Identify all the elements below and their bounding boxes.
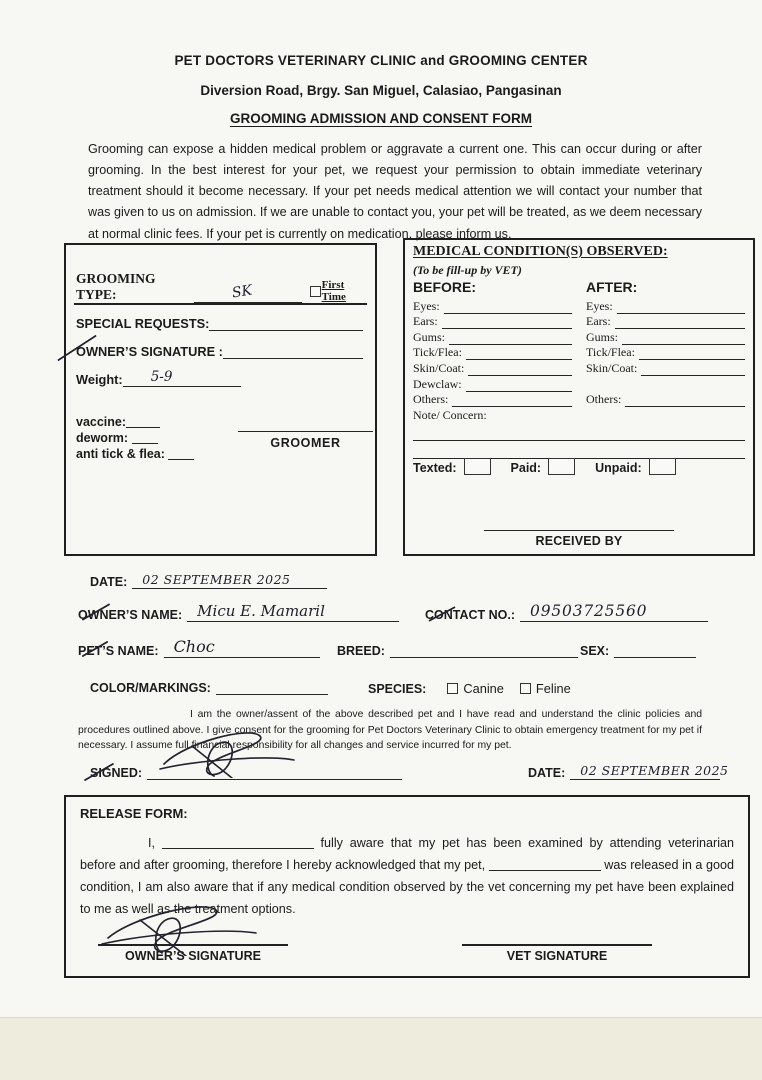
texted-label: Texted:	[413, 461, 457, 475]
ears-before-label: Ears:	[413, 314, 438, 329]
dewclaw-label: Dewclaw:	[413, 376, 462, 391]
medical-conditions-box	[403, 238, 755, 556]
vaccine-row	[76, 415, 160, 429]
anti-tick-flea-label: anti tick & flea:	[76, 447, 165, 461]
sex-field	[614, 657, 696, 658]
skin-coat-before-field	[468, 375, 572, 376]
weight-row	[76, 369, 241, 387]
contact-no-handwritten: 09503725560	[530, 602, 648, 620]
medical-box-subtitle: (To be fill-up by VET)	[413, 263, 522, 277]
first-time-label: First Time	[321, 279, 346, 303]
others-row	[413, 392, 745, 408]
canine-checkbox	[447, 683, 458, 694]
signed-date-label: DATE:	[528, 766, 566, 780]
pet-name-field	[164, 637, 320, 658]
signed-date-handwritten: 02 SEPTEMBER 2025	[580, 763, 729, 778]
paid-checkbox	[548, 458, 575, 475]
owner-signature-row	[76, 344, 363, 359]
species-canine-option	[447, 681, 504, 696]
pet-name-handwritten: Choc	[173, 637, 215, 656]
color-markings-row	[90, 681, 328, 695]
vaccine-field	[126, 427, 160, 428]
signed-date-field	[570, 763, 729, 780]
note-line-1	[413, 423, 745, 441]
grooming-type-row	[76, 271, 367, 303]
gums-row	[413, 329, 745, 345]
sex-label: SEX:	[580, 644, 610, 658]
ears-before-field	[442, 328, 572, 329]
medical-rows	[413, 298, 745, 459]
gums-after-field	[622, 344, 745, 345]
unpaid-item	[595, 458, 676, 475]
before-label: BEFORE:	[413, 279, 476, 295]
species-label: SPECIES:	[368, 681, 427, 696]
release-body-lead: I,	[148, 836, 155, 850]
eyes-row	[413, 298, 745, 314]
release-name-blank	[162, 836, 314, 849]
signed-row	[90, 766, 402, 780]
grooming-type-label: GROOMING TYPE:	[76, 271, 156, 302]
feline-label: Feline	[535, 681, 571, 696]
clinic-address: Diversion Road, Brgy. San Miguel, Calasiao, Pangasinan	[200, 83, 562, 98]
feline-checkbox	[520, 683, 531, 694]
dewclaw-row	[413, 376, 745, 392]
vet-signature-caption: VET SIGNATURE	[506, 949, 608, 963]
received-by-label: RECEIVED BY	[535, 534, 623, 548]
vaccine-label: vaccine:	[76, 415, 127, 429]
groomer-signature-line	[238, 431, 373, 432]
owner-signature-field	[223, 358, 363, 359]
date-field	[132, 572, 327, 589]
deworm-row	[76, 431, 158, 445]
signed-label: SIGNED:	[90, 766, 143, 780]
divider-line	[74, 303, 367, 305]
eyes-after-field	[617, 313, 745, 314]
texted-checkbox	[464, 458, 491, 475]
release-form-title: RELEASE FORM:	[80, 806, 188, 821]
special-requests-field	[209, 330, 363, 331]
owner-name-row	[78, 602, 399, 622]
color-markings-field	[216, 694, 328, 695]
color-markings-label: COLOR/MARKINGS:	[90, 681, 211, 695]
others-before-field	[452, 406, 572, 407]
canine-label: Canine	[463, 681, 504, 696]
intro-paragraph: Grooming can expose a hidden medical problem or aggravate a current one. This can occur during or after grooming. In the best interest for your pet, we request your permission to obtain immediate veterinary treatment should it become necessary. If your pet needs medical attention we will contact your number that was given to us on admission. If we are unable to contact you, your pet will be treated, as we deem necessary at normal clinic fees. If your pet is currently on medication, please inform us.	[88, 142, 702, 241]
others-after-field	[625, 406, 745, 407]
before-after-headers	[413, 279, 745, 295]
breed-row	[337, 644, 578, 658]
grooming-type-handwritten: SK	[230, 282, 253, 302]
date-label: DATE:	[90, 575, 128, 589]
owner-signature-caption: OWNER’S SIGNATURE	[125, 949, 261, 963]
sex-row	[580, 644, 696, 658]
others-after-label: Others:	[586, 392, 622, 407]
consent-paragraph: I am the owner/assent of the above described pet and I have read and understand the clinic policies and procedures outlined above. I give consent for the grooming for Pet Doctors Veterinary Clinic to obtain emergency treatment for my pet if necessary. I assume full financial responsibility for all changes and service incurred for my pet.	[78, 709, 702, 752]
vet-signature-line	[462, 944, 652, 946]
species-feline-option	[520, 681, 571, 696]
eyes-after-label: Eyes:	[586, 298, 613, 313]
skin-coat-row	[413, 360, 745, 376]
contact-no-label: CONTACT NO.:	[425, 608, 516, 622]
anti-tick-flea-row	[76, 447, 194, 461]
owner-name-field	[187, 602, 399, 622]
owner-name-handwritten: Micu E. Mamaril	[197, 602, 325, 620]
tick-flea-before-field	[466, 359, 572, 360]
skin-coat-after-field	[641, 375, 745, 376]
ears-after-field	[615, 328, 745, 329]
note-concern-label: Note/ Concern:	[413, 407, 487, 422]
owner-signature-line	[98, 944, 288, 946]
unpaid-checkbox	[649, 458, 676, 475]
received-by-line	[484, 530, 674, 531]
tick-flea-after-field	[639, 359, 745, 360]
form-title: GROOMING ADMISSION AND CONSENT FORM	[230, 111, 532, 126]
date-row	[90, 572, 327, 589]
owner-signature-label: OWNER’S SIGNATURE :	[76, 344, 223, 359]
weight-field	[123, 369, 241, 387]
weight-label: Weight:	[76, 372, 123, 387]
gums-before-label: Gums:	[413, 329, 446, 344]
deworm-label: deworm:	[76, 431, 129, 445]
first-time-checkbox	[310, 286, 320, 297]
dewclaw-field	[466, 391, 572, 392]
owner-name-label: OWNER’S NAME:	[78, 608, 183, 622]
eyes-before-label: Eyes:	[413, 298, 440, 313]
paid-item	[511, 458, 576, 475]
date-handwritten: 02 SEPTEMBER 2025	[142, 572, 291, 587]
contact-no-row	[425, 602, 708, 622]
note-line-2	[413, 441, 745, 459]
deworm-field	[132, 443, 158, 444]
tick-flea-before-label: Tick/Flea:	[413, 345, 462, 360]
medical-box-title: MEDICAL CONDITION(S) OBSERVED:	[413, 244, 668, 259]
anti-tick-flea-field	[168, 459, 194, 460]
paid-label: Paid:	[510, 461, 542, 475]
gums-before-field	[449, 344, 572, 345]
received-by-block	[405, 530, 753, 548]
contact-no-field	[520, 602, 708, 622]
breed-field	[390, 657, 578, 658]
after-label: AFTER:	[586, 279, 638, 295]
eyes-before-field	[444, 313, 572, 314]
scan-bottom-sheet	[0, 1017, 762, 1080]
pet-name-row	[78, 637, 320, 658]
gums-after-label: Gums:	[586, 329, 619, 344]
skin-coat-before-label: Skin/Coat:	[413, 360, 465, 375]
ears-row	[413, 314, 745, 330]
vet-signature-block	[462, 944, 652, 963]
clinic-name: PET DOCTORS VETERINARY CLINIC and GROOMING CENTER	[174, 53, 588, 68]
skin-coat-after-label: Skin/Coat:	[586, 360, 638, 375]
weight-handwritten: 5-9	[150, 369, 173, 385]
signed-field	[147, 779, 402, 780]
owner-signature-block	[98, 944, 288, 963]
texted-item	[413, 458, 491, 475]
pet-name-label: PET’S NAME:	[78, 644, 159, 658]
special-requests-row	[76, 316, 363, 331]
special-requests-label: SPECIAL REQUESTS:	[76, 316, 210, 331]
release-pet-blank	[489, 858, 601, 871]
signed-date-row	[528, 763, 729, 780]
release-body-mid: fully aware that my pet has been examined by attending veterinarian before and after grooming, therefore I hereby acknowledged that my pet,	[80, 836, 734, 872]
release-body-tail: was released in a good condition, I am also aware that if any medical condition observed by the vet concerning my pet have been explained to me as well as the treatment options.	[80, 857, 735, 916]
tick-flea-after-label: Tick/Flea:	[586, 345, 635, 360]
breed-label: BREED:	[337, 644, 385, 658]
payment-status-row	[413, 458, 676, 475]
ears-after-label: Ears:	[586, 314, 611, 329]
tick-flea-row	[413, 345, 745, 361]
groomer-label: GROOMER	[270, 436, 341, 450]
release-form-box	[64, 795, 750, 978]
first-time-option	[310, 279, 367, 303]
others-before-label: Others:	[413, 392, 449, 407]
species-row	[368, 681, 571, 696]
unpaid-label: Unpaid:	[595, 461, 642, 475]
groomer-signature-block	[238, 431, 373, 450]
grooming-info-box	[64, 243, 377, 556]
release-form-paragraph	[80, 833, 734, 921]
